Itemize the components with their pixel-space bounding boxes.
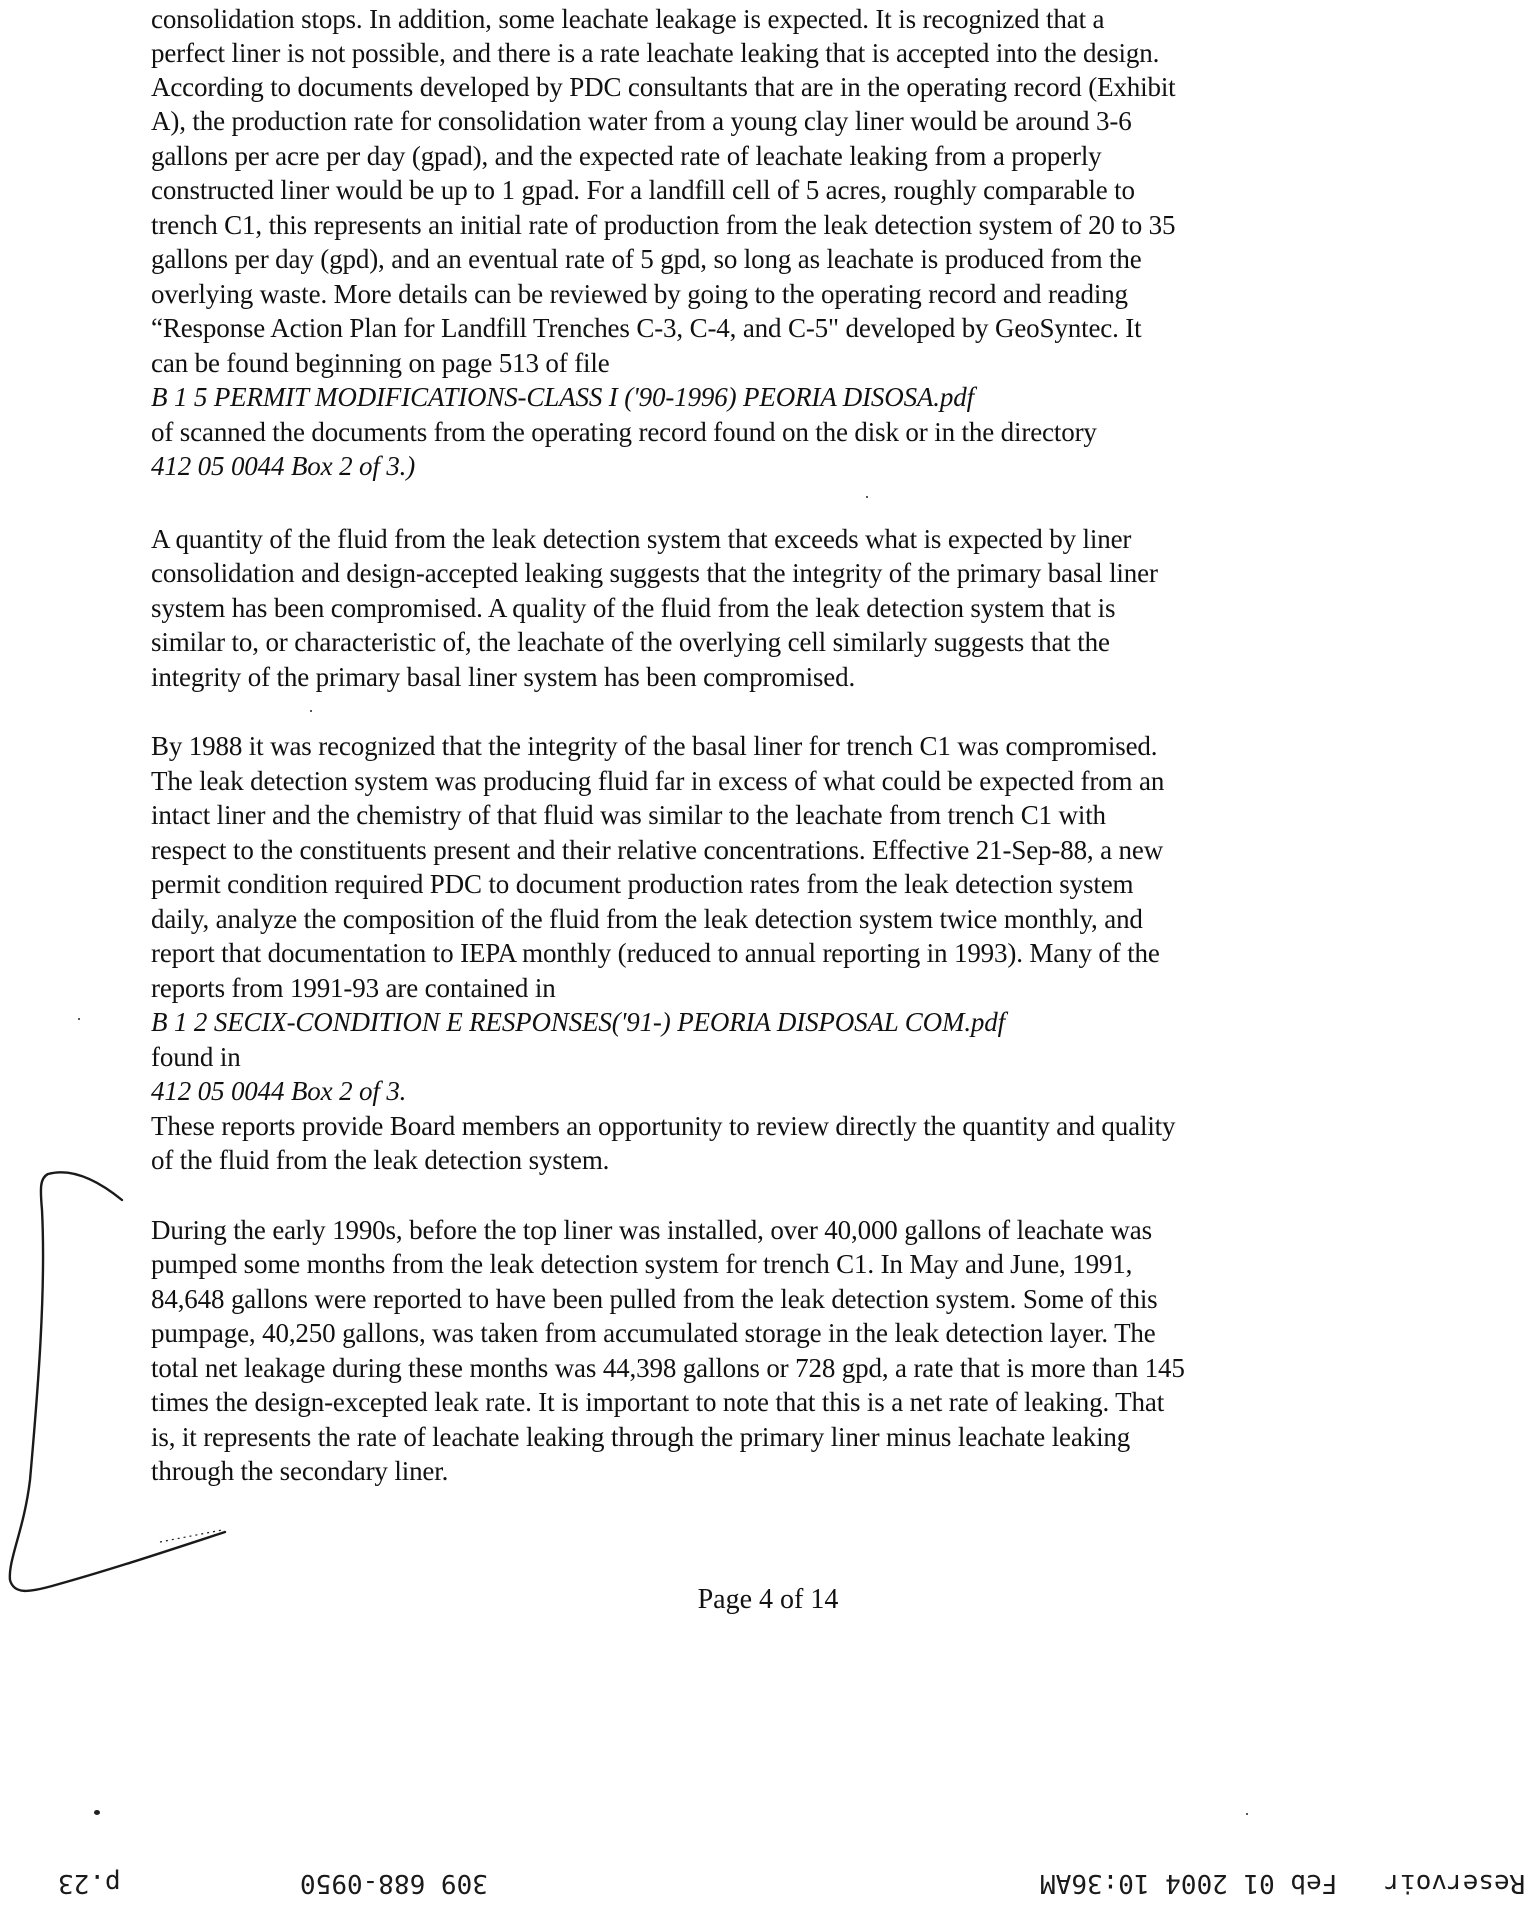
text-line: respect to the constituents present and their relative concentrations. Effective 21-Sep-88, a new xyxy=(151,835,1164,865)
scan-speck xyxy=(866,496,868,498)
text-line: By 1988 it was recognized that the integrity of the basal liner for trench C1 was compromised. xyxy=(151,731,1158,761)
text-line: similar to, or characteristic of, the leachate of the overlying cell similarly suggests that the xyxy=(151,627,1110,657)
box-reference: 412 05 0044 Box 2 of 3. xyxy=(151,1076,407,1106)
text-line: consolidation stops. In addition, some leachate leakage is expected. It is recognized that a xyxy=(151,4,1105,34)
text-line: found in xyxy=(151,1042,241,1072)
text-line: consolidation and design-accepted leaking suggests that the integrity of the primary basal liner xyxy=(151,558,1158,588)
text-line: “Response Action Plan for Landfill Trenches C-3, C-4, and C-5" developed by GeoSyntec. It xyxy=(151,313,1142,343)
text-line: overlying waste. More details can be reviewed by going to the operating record and reading xyxy=(151,279,1128,309)
text-line: A), the production rate for consolidation water from a young clay liner would be around 3-6 xyxy=(151,106,1132,136)
text-line: 84,648 gallons were reported to have been pulled from the leak detection system. Some of this xyxy=(151,1284,1158,1314)
text-line: gallons per day (gpd), and an eventual rate of 5 gpd, so long as leachate is produced from the xyxy=(151,244,1142,274)
text-line: intact liner and the chemistry of that fluid was similar to the leachate from trench C1 with xyxy=(151,800,1106,830)
text-line: The leak detection system was producing fluid far in excess of what could be expected from an xyxy=(151,766,1165,796)
text-line: perfect liner is not possible, and there is a rate leachate leaking that is accepted into the design. xyxy=(151,38,1160,68)
text-line: through the secondary liner. xyxy=(151,1456,449,1486)
scan-speck xyxy=(78,1018,80,1020)
text-line: can be found beginning on page 513 of file xyxy=(151,348,610,378)
text-line: report that documentation to IEPA monthly (reduced to annual reporting in 1993). Many of the xyxy=(151,938,1160,968)
fax-date-time: Feb 01 2004 10:36AM xyxy=(1040,1868,1338,1898)
fax-sender: Reservoir xyxy=(1384,1868,1526,1898)
text-line: permit condition required PDC to document production rates from the leak detection system xyxy=(151,869,1134,899)
text-line: These reports provide Board members an opportunity to review directly the quantity and quality xyxy=(151,1111,1176,1141)
text-line: system has been compromised. A quality of the fluid from the leak detection system that is xyxy=(151,593,1116,623)
fax-header-group xyxy=(1040,1868,1525,1898)
text-line: daily, analyze the composition of the fluid from the leak detection system twice monthly, and xyxy=(151,904,1143,934)
text-line: pumped some months from the leak detection system for trench C1. In May and June, 1991, xyxy=(151,1249,1133,1279)
text-line: pumpage, 40,250 gallons, was taken from accumulated storage in the leak detection layer. The xyxy=(151,1318,1156,1348)
text-line: is, it represents the rate of leachate leaking through the primary liner minus leachate leaking xyxy=(151,1422,1131,1452)
handwritten-bracket-mark xyxy=(0,1150,260,1610)
text-line: integrity of the primary basal liner system has been compromised. xyxy=(151,662,856,692)
page-number: Page 4 of 14 xyxy=(697,1584,839,1615)
text-line: A quantity of the fluid from the leak detection system that exceeds what is expected by liner xyxy=(151,524,1132,554)
box-reference: 412 05 0044 Box 2 of 3.) xyxy=(151,451,416,481)
text-line: times the design-excepted leak rate. It is important to note that this is a net rate of leaking. That xyxy=(151,1387,1165,1417)
scan-speck xyxy=(94,1810,100,1815)
scan-speck xyxy=(1246,1813,1248,1815)
fax-phone-number: 309 688-0950 xyxy=(300,1868,488,1898)
text-line: trench C1, this represents an initial rate of production from the leak detection system of 20 to 35 xyxy=(151,210,1176,240)
text-line: of the fluid from the leak detection system. xyxy=(151,1145,610,1175)
file-reference: B 1 5 PERMIT MODIFICATIONS-CLASS I ('90-1996) PEORIA DISOSA.pdf xyxy=(151,382,974,412)
fax-page-number: p.23 xyxy=(58,1868,121,1898)
text-line: According to documents developed by PDC consultants that are in the operating record (Exhibit xyxy=(151,72,1176,102)
text-line: of scanned the documents from the operating record found on the disk or in the directory xyxy=(151,417,1097,447)
text-line: constructed liner would be up to 1 gpad. For a landfill cell of 5 acres, roughly comparable to xyxy=(151,175,1135,205)
text-line: During the early 1990s, before the top liner was installed, over 40,000 gallons of leachate was xyxy=(151,1215,1152,1245)
file-reference: B 1 2 SECIX-CONDITION E RESPONSES('91-) PEORIA DISPOSAL COM.pdf xyxy=(151,1007,1005,1037)
text-line: total net leakage during these months was 44,398 gallons or 728 gpd, a rate that is more than 145 xyxy=(151,1353,1185,1383)
text-line: reports from 1991-93 are contained in xyxy=(151,973,556,1003)
scan-speck xyxy=(310,710,312,712)
text-line: gallons per acre per day (gpad), and the expected rate of leachate leaking from a properly xyxy=(151,141,1102,171)
